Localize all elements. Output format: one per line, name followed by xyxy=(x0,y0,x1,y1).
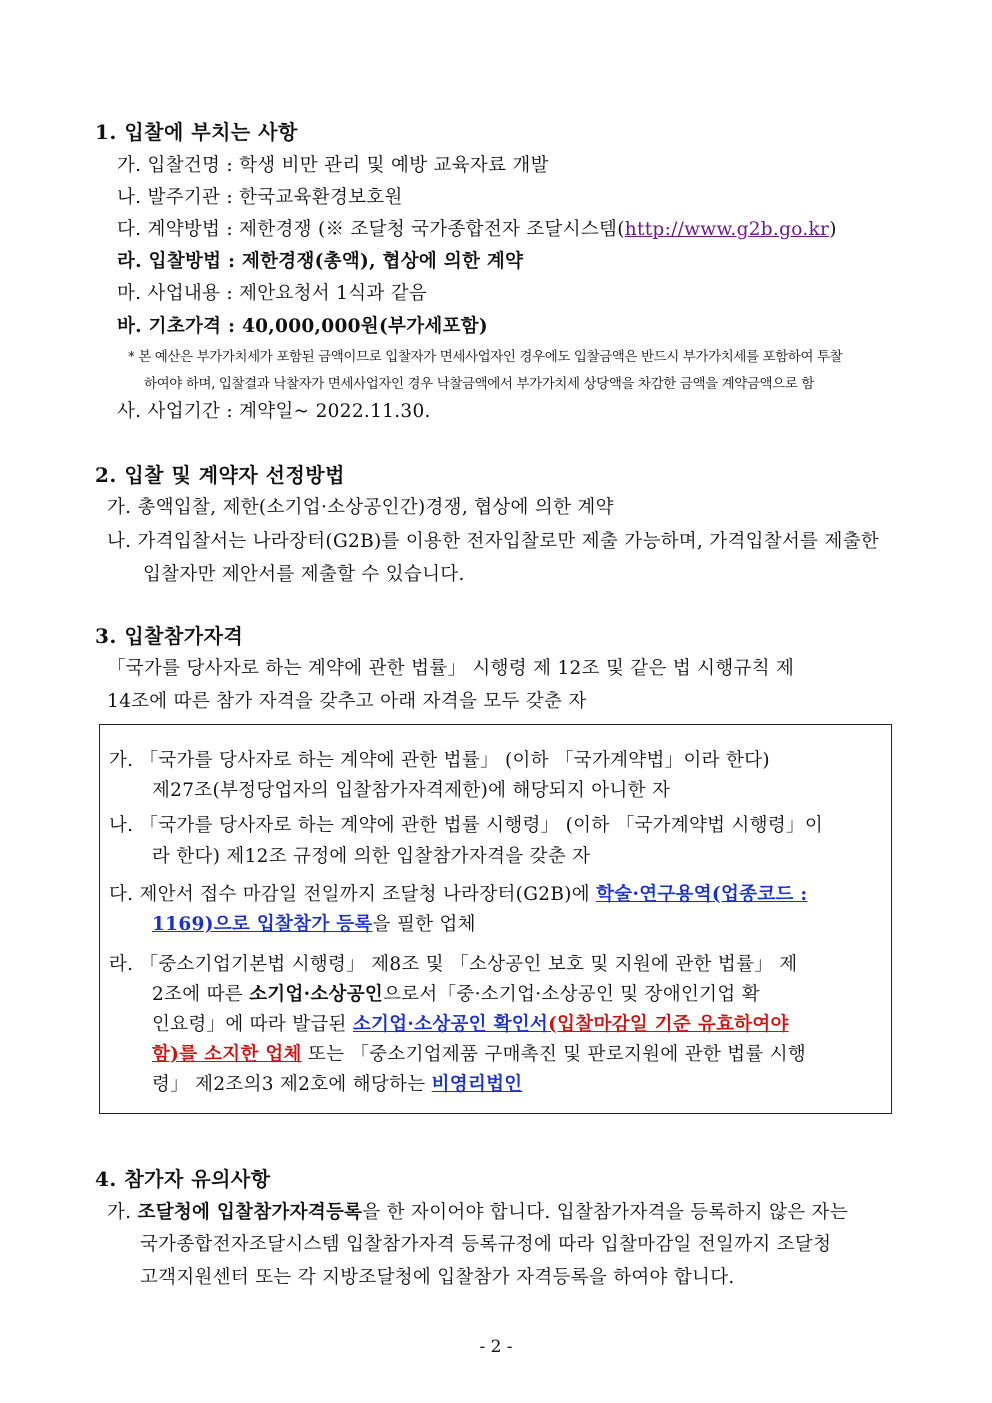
qual-da-emphasis: 학술·연구용역(업종코드 : xyxy=(596,884,808,905)
qual-da-tail: 을 필한 업체 xyxy=(372,914,476,935)
qual-ra-line4 xyxy=(152,1040,806,1066)
section2-item-na-line1: 나. 가격입찰서는 나라장터(G2B)를 이용한 전자입찰로만 제출 가능하며, 가격입찰서를 제출한 xyxy=(107,531,880,552)
qual-da-text: 다. 제안서 접수 마감일 전일까지 조달청 나라장터(G2B)에 xyxy=(109,884,597,905)
section2-item-na-line2: 입찰자만 제안서를 제출할 수 있습니다. xyxy=(143,564,465,585)
section1-item-sa: 사. 사업기간 : 계약일~ 2022.11.30. xyxy=(117,401,431,422)
section2-item-ga: 가. 총액입찰, 제한(소기업·소상공인간)경쟁, 협상에 의한 계약 xyxy=(107,497,614,518)
qual-ga-line2: 제27조(부정당업자의 입찰참가자격제한)에 해당되지 아니한 자 xyxy=(152,780,671,801)
section3-intro-line1: 「국가를 당사자로 하는 계약에 관한 법률」 시행령 제 12조 및 같은 법 시행규칙 제 xyxy=(107,658,795,679)
section4-ga-bold: 조달청에 입찰참가자격등록 xyxy=(137,1202,363,1223)
qual-ra3-blue: 소기업·소상공인 확인서 xyxy=(352,1014,549,1035)
section1-item-ba: 바. 기초가격 : 40,000,000원(부가세포함) xyxy=(117,316,488,337)
qual-ra4-text: 또는 「중소기업제품 구매촉진 및 판로지원에 관한 법률 시행 xyxy=(301,1044,807,1065)
section4-ga-line3: 고객지원센터 또는 각 지방조달청에 입찰참가 자격등록을 하여야 합니다. xyxy=(140,1267,735,1288)
contract-method-close: ) xyxy=(829,219,837,240)
qual-ra-line5 xyxy=(152,1070,522,1096)
page-number: - 2 - xyxy=(479,1337,513,1357)
section4-ga-line2: 국가종합전자조달시스템 입찰참가자격 등록규정에 따라 입찰마감일 전일까지 조달청 xyxy=(140,1234,832,1255)
qual-ra-text-a: 2조에 따른 xyxy=(152,984,250,1005)
qual-na-line1: 나. 「국가를 당사자로 하는 계약에 관한 법률 시행령」 (이하 「국가계약법 시행령」이 xyxy=(109,815,824,836)
qual-ra-text-c: 으로서「중·소기업·소상공인 및 장애인기업 확 xyxy=(383,984,760,1005)
contract-method-text: 다. 계약방법 : 제한경쟁 (※ 조달청 국가종합전자 조달시스템( xyxy=(117,219,625,240)
section2-title: 2. 입찰 및 계약자 선정방법 xyxy=(95,463,345,487)
g2b-link[interactable]: http://www.g2b.go.kr xyxy=(624,219,830,240)
section1-item-na: 나. 발주기관 : 한국교육환경보호원 xyxy=(117,187,403,208)
qual-ra3-text: 인요령」에 따라 발급된 xyxy=(152,1014,353,1035)
qual-da-emphasis-2: 1169)으로 입찰참가 등록 xyxy=(152,914,373,935)
qual-ra-line1: 라. 「중소기업기본법 시행령」 제8조 및 「소상공인 보호 및 지원에 관한 법률」 제 xyxy=(109,954,798,975)
qual-ra5-text: 령」 제2조의3 제2호에 해당하는 xyxy=(152,1074,432,1095)
qual-ga-line1: 가. 「국가를 당사자로 하는 계약에 관한 법률」 (이하 「국가계약법」이라 한다) xyxy=(109,750,770,771)
qual-ra5-blue: 비영리법인 xyxy=(431,1074,523,1095)
section4-ga-text: 을 한 자이어야 합니다. 입찰참가자격을 등록하지 않은 자는 xyxy=(362,1202,848,1223)
section1-title: 1. 입찰에 부치는 사항 xyxy=(95,120,298,144)
qual-ra3-red: (입찰마감일 기준 유효하여야 xyxy=(548,1014,789,1035)
budget-note-line2: 하여야 하며, 입찰결과 낙찰자가 면세사업자인 경우 낙찰금액에서 부가가치세 상당액을 차감한 금액을 계약금액으로 함 xyxy=(144,376,814,392)
qual-ra-line3 xyxy=(152,1010,789,1036)
qual-na-line2: 라 한다) 제12조 규정에 의한 입찰참가자격을 갖춘 자 xyxy=(152,846,591,867)
qual-ra4-red: 함)를 소지한 업체 xyxy=(152,1044,302,1065)
section3-intro-line2: 14조에 따른 참가 자격을 갖추고 아래 자격을 모두 갖춘 자 xyxy=(107,691,587,712)
section1-item-da xyxy=(117,215,837,241)
qual-ra-line2 xyxy=(152,980,760,1006)
section1-item-ra: 라. 입찰방법 : 제한경쟁(총액), 협상에 의한 계약 xyxy=(117,251,524,272)
section4-title: 4. 참가자 유의사항 xyxy=(95,1167,271,1191)
section3-title: 3. 입찰참가자격 xyxy=(95,624,244,648)
qual-da-line2 xyxy=(152,910,476,936)
section1-item-ga: 가. 입찰건명 : 학생 비만 관리 및 예방 교육자료 개발 xyxy=(117,155,549,176)
qual-ra-bold: 소기업·소상공인 xyxy=(249,984,384,1005)
section1-item-ma: 마. 사업내용 : 제안요청서 1식과 같음 xyxy=(117,283,428,304)
qual-da-line1 xyxy=(109,880,808,906)
section4-ga-prefix: 가. xyxy=(107,1202,138,1223)
budget-note-line1: * 본 예산은 부가가치세가 포함된 금액이므로 입찰자가 면세사업자인 경우에도 입찰금액은 반드시 부가가치세를 포함하여 투찰 xyxy=(128,349,843,365)
section4-ga-line1 xyxy=(107,1198,848,1224)
